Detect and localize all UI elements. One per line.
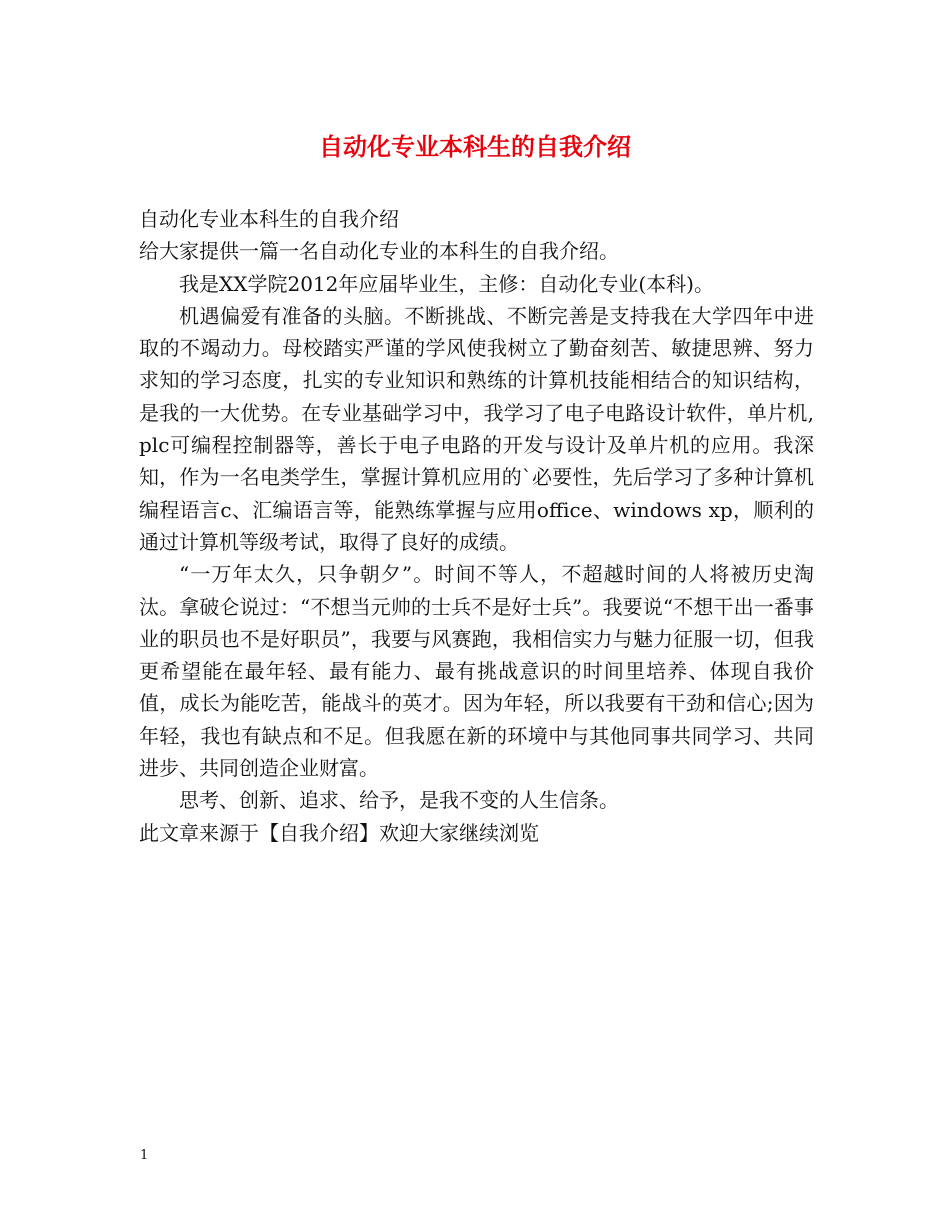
paragraph-heading: 自动化专业本科生的自我介绍 <box>139 207 399 231</box>
paragraph-source-note: 此文章来源于【自我介绍】欢迎大家继续浏览 <box>139 820 539 845</box>
document-body <box>139 203 814 849</box>
document-title: 自动化专业本科生的自我介绍 <box>319 133 631 161</box>
page-number: 1 <box>140 1148 149 1163</box>
paragraph-intro: 给大家提供一篇一名自动化专业的本科生的自我介绍。 <box>139 239 619 264</box>
paragraph-skills: 机遇偏爱有准备的头脑。不断挑战、不断完善是支持我在大学四年中进取的不竭动力。母校踏实严谨的学风使我树立了勤奋刻苦、敏捷思辨、努力求知的学习态度，扎实的专业知识和熟练的计算机技能相结合的知识结构，是我的一大优势。在专业基础学习中，我学习了电子电路设计软件，单片机,plc可编程控制器等，善长于电子电路的开发与设计及单片机的应用。我深知，作为一名电类学生，掌握计算机应用的`必要性，先后学习了多种计算机编程语言c、汇编语言等，能熟练掌握与应用office、windows xp，顺利的通过计算机等级考试，取得了良好的成绩。 <box>139 303 814 554</box>
paragraph-motivation: “一万年太久，只争朝夕”。时间不等人，不超越时间的人将被历史淘汰。拿破仑说过：“不想当元帅的士兵不是好士兵”。我要说“不想干出一番事业的职员也不是好职员”，我要与风赛跑，我相信实力与魅力征服一切，但我更希望能在最年轻、最有能力、最有挑战意识的时间里培养、体现自我价值，成长为能吃苦，能战斗的英才。因为年轻，所以我要有干劲和信心;因为年轻，我也有缺点和不足。但我愿在新的环境中与其他同事共同学习、共同进步、共同创造企业财富。 <box>139 562 814 781</box>
paragraph-background: 我是XX学院2012年应届毕业生，主修：自动化专业(本科)。 <box>179 271 714 296</box>
paragraph-motto: 思考、创新、追求、给予，是我不变的人生信条。 <box>179 788 619 813</box>
